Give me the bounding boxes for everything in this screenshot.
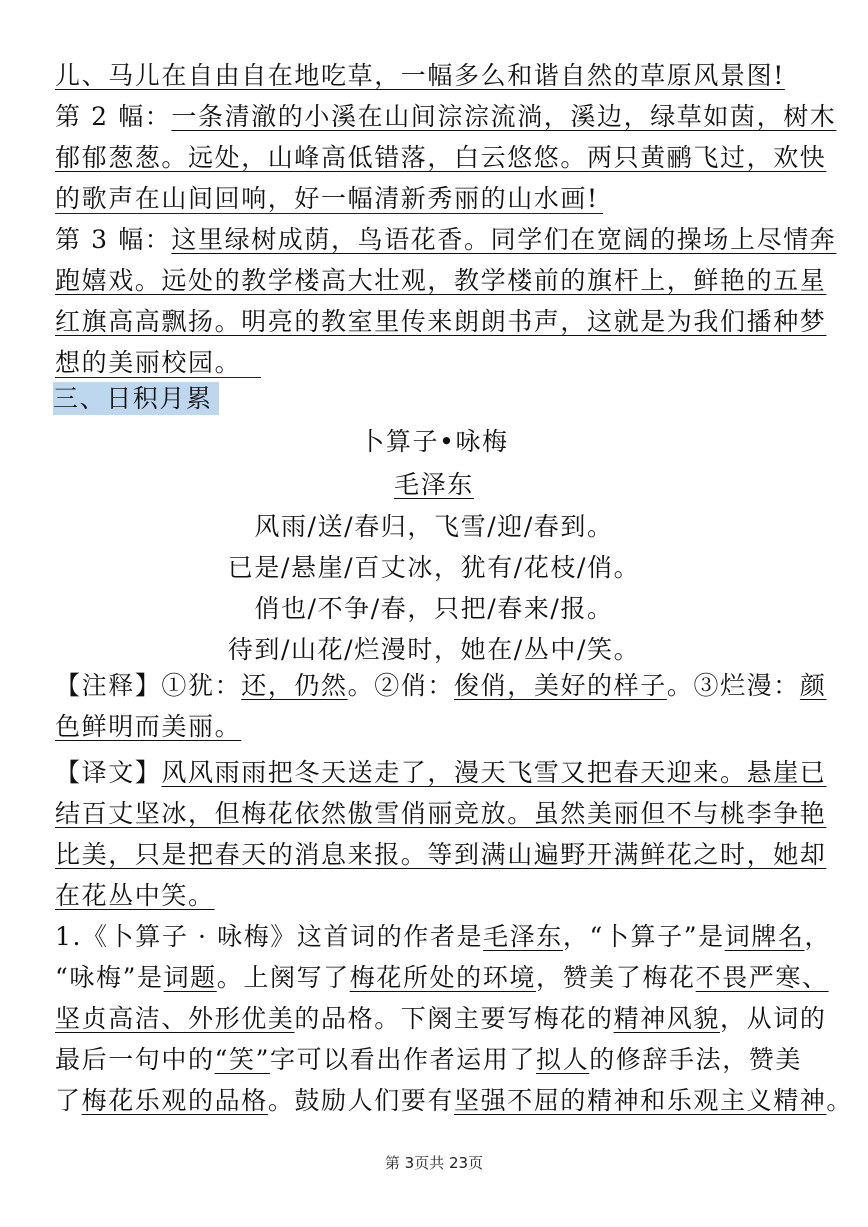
question-line: “咏梅”是词题。上阕写了梅花所处的环境，赞美了梅花不畏严寒、 — [55, 963, 829, 992]
passage-line — [55, 222, 836, 258]
passage-line — [55, 58, 785, 94]
question-line: 最后一句中的“笑”字可以看出作者运用了拟人的修辞手法，赞美 — [55, 1045, 803, 1074]
translation-line: 结百丈坚冰，但梅花依然傲雪俏丽竞放。虽然美丽但不与桃李争艳 — [55, 799, 827, 828]
answer-blank: 精神风貌 — [613, 1004, 721, 1033]
answer-blank: 毛泽东 — [483, 922, 563, 951]
translation-line: 【译文】风风雨雨把冬天送走了，漫天飞雪又把春天迎来。悬崖已 — [55, 758, 827, 787]
answer-blank: 不畏严寒、 — [695, 963, 829, 992]
passage-line — [55, 304, 826, 340]
answer-blank: 拟人 — [536, 1045, 590, 1074]
answer-text: 跑嬉戏。远处的教学楼高大壮观，教学楼前的旗杆上，鲜艳的五星 — [55, 266, 827, 295]
passage-line — [55, 263, 826, 299]
passage-line — [55, 181, 603, 217]
notes-label: 【注释】 — [55, 671, 162, 700]
translation-line: 在花丛中笑。 — [55, 881, 215, 910]
poem-line: 待到/山花/烂漫时，她在/丛中/笑。 — [227, 635, 641, 664]
answer-text: 这里绿树成荫，鸟语花香。同学们在宽阔的操场上尽情奔 — [171, 225, 837, 254]
answer-text: 红旗高高飘扬。明亮的教室里传来朗朗书声，这就是为我们播种梦 — [55, 307, 827, 336]
translation-label: 【译文】 — [55, 758, 162, 787]
notes-line: 色鲜明而美丽。 — [55, 712, 242, 741]
poem-author: 毛泽东 — [394, 470, 474, 499]
answer-blank: 梅花乐观的品格 — [81, 1086, 268, 1115]
answer-blank: 词牌名 — [724, 922, 805, 951]
answer-text: 儿、马儿在自由自在地吃草，一幅多么和谐自然的草原风景图! — [55, 61, 785, 90]
answer-text: 一条清澈的小溪在山间淙淙流淌，溪边，绿草如茵，树木 — [171, 102, 837, 131]
answer-text: 的歌声在山间回响，好一幅清新秀丽的山水画! — [55, 184, 603, 214]
notes-line: 【注释】①犹：还，仍然。②俏：俊俏，美好的样子。③烂漫：颜 — [55, 671, 827, 700]
translation-line: 比美，只是把春天的消息来报。等到满山遍野开满鲜花之时，她却 — [55, 840, 827, 869]
passage-line — [55, 345, 261, 381]
page-number: 第 3页共 23页 — [384, 1154, 484, 1172]
question-line: 坚贞高洁、外形优美的品格。下阕主要写梅花的精神风貌，从词的 — [55, 1004, 827, 1033]
answer-blank: “笑” — [214, 1045, 270, 1074]
frame-label: 第 2 幅： — [55, 102, 172, 131]
passage-line — [55, 99, 836, 135]
answer-text: 想的美丽校园。 — [55, 348, 261, 378]
poem-line: 风雨/送/春归，飞雪/迎/春到。 — [254, 512, 614, 541]
poem-title: 卜算子•咏梅 — [359, 427, 509, 456]
poem-line: 俏也/不争/春，只把/春来/报。 — [254, 594, 614, 623]
question-line: 了梅花乐观的品格。鼓励人们要有坚强不屈的精神和乐观主义精神。 — [55, 1086, 854, 1115]
question-line: 1.《卜算子 · 咏梅》这首词的作者是毛泽东，“卜算子”是词牌名， — [55, 922, 832, 951]
answer-blank: 坚贞高洁、外形优美 — [55, 1004, 295, 1033]
passage-line — [55, 140, 826, 176]
answer-text: 郁郁葱葱。远处，山峰高低错落，白云悠悠。两只黄鹂飞过，欢快 — [55, 143, 827, 172]
poem-line: 已是/悬崖/百丈冰，犹有/花枝/俏。 — [227, 553, 641, 582]
answer-blank: 坚强不屈的精神和乐观主义精神 — [454, 1086, 827, 1115]
answer-blank: 词题 — [163, 963, 217, 992]
answer-blank: 梅花所处的环境 — [349, 963, 536, 992]
frame-label: 第 3 幅： — [55, 225, 172, 254]
section-heading: 三、日积月累 — [53, 381, 219, 417]
